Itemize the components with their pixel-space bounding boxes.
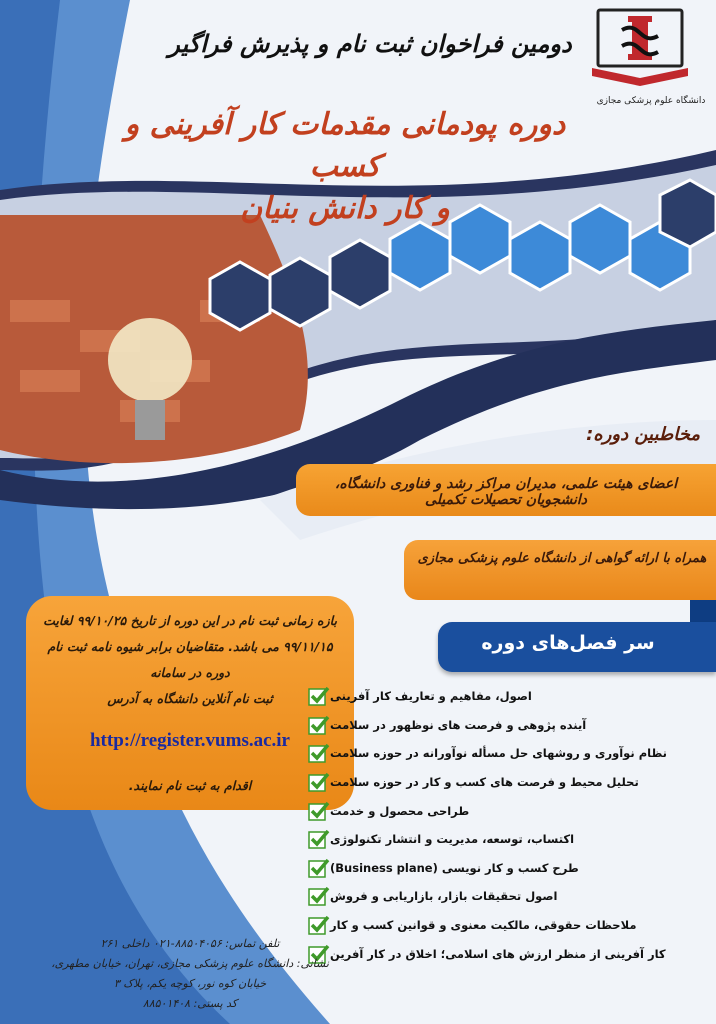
registration-text xyxy=(40,608,340,712)
checkmark-icon xyxy=(308,858,330,878)
registration-line3: ثبت نام آنلاین دانشگاه به آدرس xyxy=(107,691,273,706)
syllabus-list xyxy=(300,682,708,968)
syllabus-item-label: اکتساب، توسعه، مدیریت و انتشار تکنولوژی xyxy=(330,832,575,847)
syllabus-item xyxy=(300,854,708,883)
syllabus-item-label: طراحی محصول و خدمت xyxy=(330,803,470,818)
audience-text: اعضای هیئت علمی، مدیران مراکز رشد و فناوری دانشگاه، دانشجویان تحصیلات تکمیلی xyxy=(334,476,678,508)
registration-line2: ۹۹/۱۱/۱۵ می باشد. متقاضیان برابر شیوه نامه ثبت نام دوره در سامانه xyxy=(47,639,333,680)
university-name: دانشگاه علوم پزشکی مجازی xyxy=(596,96,706,106)
checkmark-icon xyxy=(308,915,330,935)
registration-action: اقدام به ثبت نام نمایند. xyxy=(128,778,252,793)
contact-address: نشانی: دانشگاه علوم پزشکی مجازی، تهران، خیابان مطهری، خیابان کوه نور، کوچه یکم، پلاک ۳ xyxy=(51,957,329,990)
registration-link[interactable]: http://register.vums.ac.ir xyxy=(89,730,290,751)
syllabus-item xyxy=(300,768,708,797)
checkmark-icon xyxy=(308,743,330,763)
syllabus-item xyxy=(300,739,708,768)
checkmark-icon xyxy=(308,886,330,906)
contact-phone: تلفن تماس: ۸۸۵۰۴۰۵۶-۰۲۱ داخلی ۲۶۱ xyxy=(100,937,280,950)
course-title-line2: و کار دانش بنیان xyxy=(240,191,450,226)
syllabus-item xyxy=(300,825,708,854)
registration-line1: بازه زمانی ثبت نام در این دوره از تاریخ ۹۹/۱۰/۲۵ لغایت xyxy=(43,613,337,628)
syllabus-item-label: اصول تحقیقات بازار، بازاریابی و فروش xyxy=(330,889,558,904)
call-title: دومین فراخوان ثبت نام و پذیرش فراگیر xyxy=(168,30,572,58)
syllabus-item-label: آینده پژوهی و فرصت های نوظهور در سلامت xyxy=(330,717,587,732)
checkmark-icon xyxy=(308,686,330,706)
syllabus-item-label: نظام نوآوری و روشهای حل مسأله نوآورانه در حوزه سلامت xyxy=(330,746,667,761)
syllabus-item xyxy=(300,882,708,911)
contact-postal: کد پستی: ۸۸۵۰۱۴۰۸ xyxy=(142,997,238,1010)
syllabus-item-label: تحلیل محیط و فرصت های کسب و کار در حوزه سلامت xyxy=(330,775,639,790)
syllabus-item-label: ملاحظات حقوقی، مالکیت معنوی و قوانین کسب و کار xyxy=(330,918,637,933)
syllabus-item xyxy=(300,911,708,940)
contact-info xyxy=(40,934,340,1014)
course-title-line1: دوره پودمانی مقدمات کار آفرینی و کسب xyxy=(124,107,566,184)
certificate-text: همراه با ارائه گواهی از دانشگاه علوم پزشکی مجازی xyxy=(417,551,707,566)
checkmark-icon xyxy=(308,829,330,849)
university-logo xyxy=(592,6,688,86)
syllabus-item xyxy=(300,796,708,825)
checkmark-icon xyxy=(308,715,330,735)
syllabus-item-label: اصول، مفاهیم و تعاریف کار آفرینی xyxy=(330,689,532,704)
audience-heading: مخاطبین دوره: xyxy=(586,424,700,445)
syllabus-item-label: کار آفرینی از منظر ارزش های اسلامی؛ اخلاق در کار آفرین xyxy=(330,946,666,961)
checkmark-icon xyxy=(308,801,330,821)
checkmark-icon xyxy=(308,772,330,792)
syllabus-title: سر فصل‌های دوره xyxy=(481,632,655,654)
course-title xyxy=(90,104,600,230)
syllabus-item-label: طرح کسب و کار نویسی (Business plane) xyxy=(330,860,579,875)
syllabus-item xyxy=(300,711,708,740)
syllabus-item xyxy=(300,682,708,711)
syllabus-item xyxy=(300,939,708,968)
